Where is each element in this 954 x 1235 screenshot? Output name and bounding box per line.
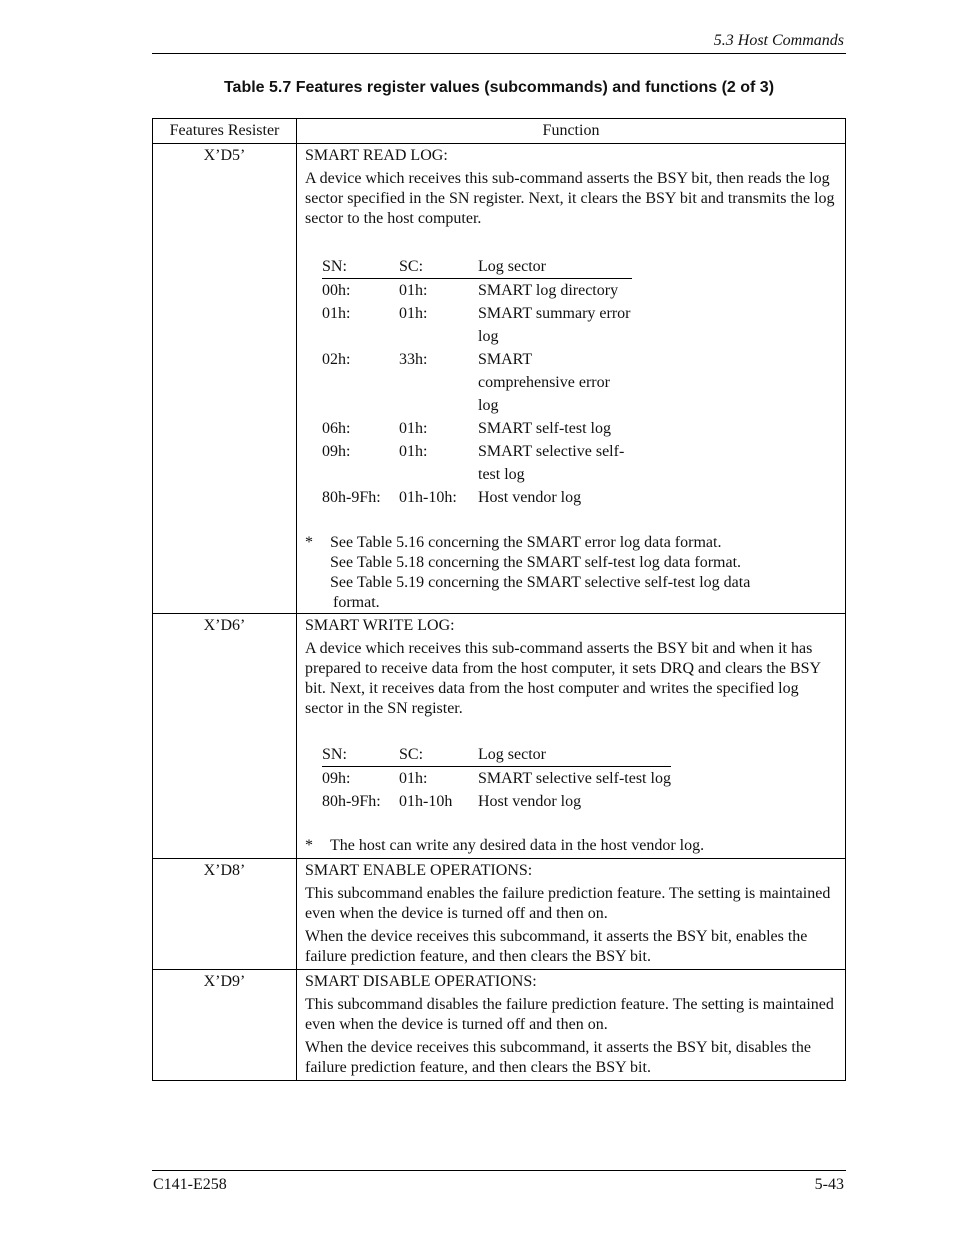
table-header-row [153,119,846,144]
register-cell [153,144,297,614]
note-block [305,836,837,858]
sc-header: SC: [399,255,478,279]
list-item [322,348,632,417]
list-item [322,440,632,486]
function-cell [297,614,846,859]
note-asterisk: * [305,837,313,854]
log-sector-table [322,255,632,509]
sc-value: 01h: [399,443,428,460]
log-name: SMART summary error log [478,305,631,345]
log-name: SMART comprehensive error log [478,351,610,414]
log-name: Host vendor log [478,489,582,506]
list-item [322,279,632,303]
function-description: This subcommand disables the failure prediction feature. The setting is maintained even when the device is turned off and then on. [305,996,834,1033]
register-cell [153,614,297,859]
sc-value: 01h: [399,770,428,787]
table-row [153,614,846,859]
sc-header: SC: [399,743,478,767]
function-title: SMART WRITE LOG: [305,617,455,634]
list-item [322,790,671,813]
sn-header: SN: [322,743,399,767]
register-code: X’D5’ [203,147,246,164]
col-header-function: Function [297,119,846,144]
sc-value: 01h: [399,282,428,299]
table-caption: Table 5.7 Features register values (subcommands) and functions (2 of 3) [223,79,775,96]
log-sector-table [322,743,671,813]
sn-value: 06h: [322,420,351,437]
register-code: X’D9’ [203,973,246,990]
note-block [305,533,837,613]
log-name: SMART log directory [478,282,619,299]
log-sector-header [322,255,632,279]
function-cell [297,144,846,614]
note-line: See Table 5.16 concerning the SMART error log data format. [330,534,722,551]
list-item [322,767,671,791]
features-table [152,118,846,1081]
log-name: SMART self-test log [478,420,611,437]
function-description: A device which receives this sub-command asserts the BSY bit, then reads the log sector specified in the SN register. Next, it clears the BSY bit and transmits the log sector to the host computer. [305,170,835,227]
function-title: SMART DISABLE OPERATIONS: [305,973,537,990]
sc-value: 01h-10h [399,793,453,810]
register-cell [153,859,297,970]
sc-value: 01h: [399,305,428,322]
function-cell [297,970,846,1081]
running-header: 5.3 Host Commands [713,32,844,49]
note-line: format. [333,594,380,611]
sc-value: 01h: [399,420,428,437]
function-title: SMART READ LOG: [305,147,448,164]
sn-value: 09h: [322,443,351,460]
header-rule [152,53,846,54]
register-cell [153,970,297,1081]
table-row [153,970,846,1081]
list-item [322,486,632,509]
sn-value: 09h: [322,770,351,787]
sc-value: 01h-10h: [399,489,457,506]
function-description: A device which receives this sub-command asserts the BSY bit and when it has prepared to receive data from the host computer, it sets DRQ and clears the BSY bit. Next, it receives data from the host computer and writes the specified log sector in the SN register. [305,640,821,717]
document-id: C141-E258 [153,1176,227,1193]
sn-value: 80h-9Fh: [322,489,381,506]
log-name: SMART selective self-test log [478,770,671,787]
col-header-features: Features Resister [153,119,297,144]
note-asterisk: * [305,534,313,551]
sn-value: 80h-9Fh: [322,793,381,810]
log-name: SMART selective self-test log [478,443,625,483]
list-item [322,417,632,440]
function-title: SMART ENABLE OPERATIONS: [305,862,533,879]
page-number: 5-43 [814,1176,844,1193]
function-description: When the device receives this subcommand, it asserts the BSY bit, disables the failure prediction feature, and then clears the BSY bit. [305,1039,811,1076]
log-sector-header-label: Log sector [478,743,671,767]
sn-value: 02h: [322,351,351,368]
footer-rule [152,1170,846,1171]
log-name: Host vendor log [478,793,582,810]
function-description: This subcommand enables the failure prediction feature. The setting is maintained even when the device is turned off and then on. [305,885,831,922]
note-line: The host can write any desired data in the host vendor log. [330,837,705,854]
note-line: See Table 5.18 concerning the SMART self-test log data format. [330,554,742,571]
function-cell [297,859,846,970]
register-code: X’D6’ [203,617,246,634]
table-row [153,144,846,614]
register-code: X’D8’ [203,862,246,879]
note-line: See Table 5.19 concerning the SMART selective self-test log data [330,574,751,591]
log-sector-header-label: Log sector [478,255,632,279]
sn-value: 01h: [322,305,351,322]
list-item [322,302,632,348]
function-description: When the device receives this subcommand, it asserts the BSY bit, enables the failure prediction feature, and then clears the BSY bit. [305,928,808,965]
sc-value: 33h: [399,351,428,368]
sn-header: SN: [322,255,399,279]
log-sector-header [322,743,671,767]
table-row [153,859,846,970]
sn-value: 00h: [322,282,351,299]
